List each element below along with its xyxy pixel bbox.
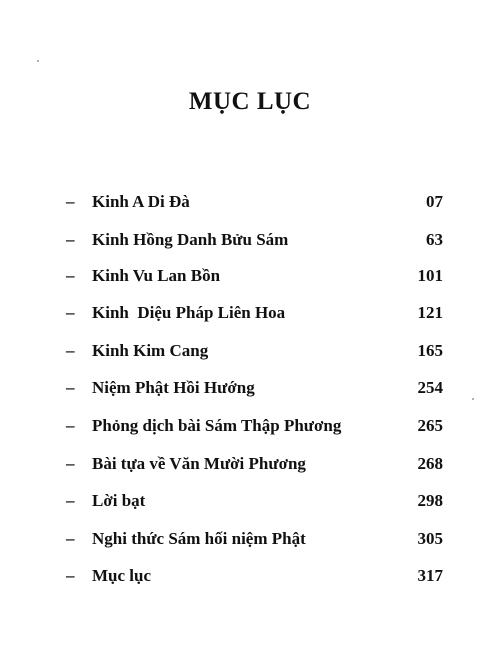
toc-page-number: 254 bbox=[417, 378, 443, 397]
toc-dash: – bbox=[66, 454, 75, 473]
toc-entry-title: Kinh Vu Lan Bồn bbox=[92, 266, 221, 285]
toc-entry-title: Kinh Kim Cang bbox=[92, 341, 209, 360]
toc-entry bbox=[0, 489, 500, 513]
toc-entry bbox=[0, 339, 500, 363]
toc-entry-title: Bài tựa về Văn Mười Phương bbox=[92, 454, 306, 473]
toc-entry bbox=[0, 376, 500, 400]
toc-entry-title: Lời bạt bbox=[92, 491, 146, 510]
toc-dash: – bbox=[66, 341, 75, 360]
toc-dash: – bbox=[66, 230, 75, 249]
toc-entry bbox=[0, 527, 500, 551]
toc-entry bbox=[0, 228, 500, 252]
toc-entry-title: Phỏng dịch bài Sám Thập Phương bbox=[92, 416, 342, 435]
toc-page-number: 63 bbox=[426, 230, 443, 249]
toc-dash: – bbox=[66, 378, 75, 397]
toc-entry bbox=[0, 301, 500, 325]
toc-dash: – bbox=[66, 303, 75, 322]
toc-page-number: 317 bbox=[417, 566, 443, 585]
toc-page-number: 298 bbox=[417, 491, 443, 510]
toc-dash: – bbox=[66, 491, 75, 510]
toc-page-number: 101 bbox=[417, 266, 443, 285]
toc-entry-title: Niệm Phật Hồi Hướng bbox=[92, 378, 255, 397]
toc-page-number: 268 bbox=[417, 454, 443, 473]
toc-dash: – bbox=[66, 266, 75, 285]
toc-entry bbox=[0, 564, 500, 588]
toc-page-number: 07 bbox=[426, 192, 443, 211]
scan-speck bbox=[37, 60, 39, 62]
page-title: MỤC LỤC bbox=[188, 88, 312, 115]
toc-dash: – bbox=[66, 192, 75, 211]
toc-entry-title: Kinh Diệu Pháp Liên Hoa bbox=[92, 303, 286, 322]
toc-entry-title: Kinh A Di Đà bbox=[92, 192, 190, 211]
toc-page-number: 165 bbox=[417, 341, 443, 360]
toc-entry-title: Mục lục bbox=[92, 566, 152, 585]
scan-speck bbox=[472, 398, 474, 400]
toc-entry bbox=[0, 264, 500, 288]
toc-dash: – bbox=[66, 529, 75, 548]
toc-page-number: 265 bbox=[417, 416, 443, 435]
toc-dash: – bbox=[66, 416, 75, 435]
toc-page-number: 121 bbox=[417, 303, 443, 322]
toc-entry bbox=[0, 414, 500, 438]
toc-dash: – bbox=[66, 566, 75, 585]
toc-entry-title: Nghi thức Sám hối niệm Phật bbox=[92, 529, 306, 548]
toc-entry-title: Kinh Hồng Danh Bửu Sám bbox=[92, 230, 289, 249]
toc-entry bbox=[0, 452, 500, 476]
toc-entry bbox=[0, 190, 500, 214]
toc-page-number: 305 bbox=[417, 529, 443, 548]
